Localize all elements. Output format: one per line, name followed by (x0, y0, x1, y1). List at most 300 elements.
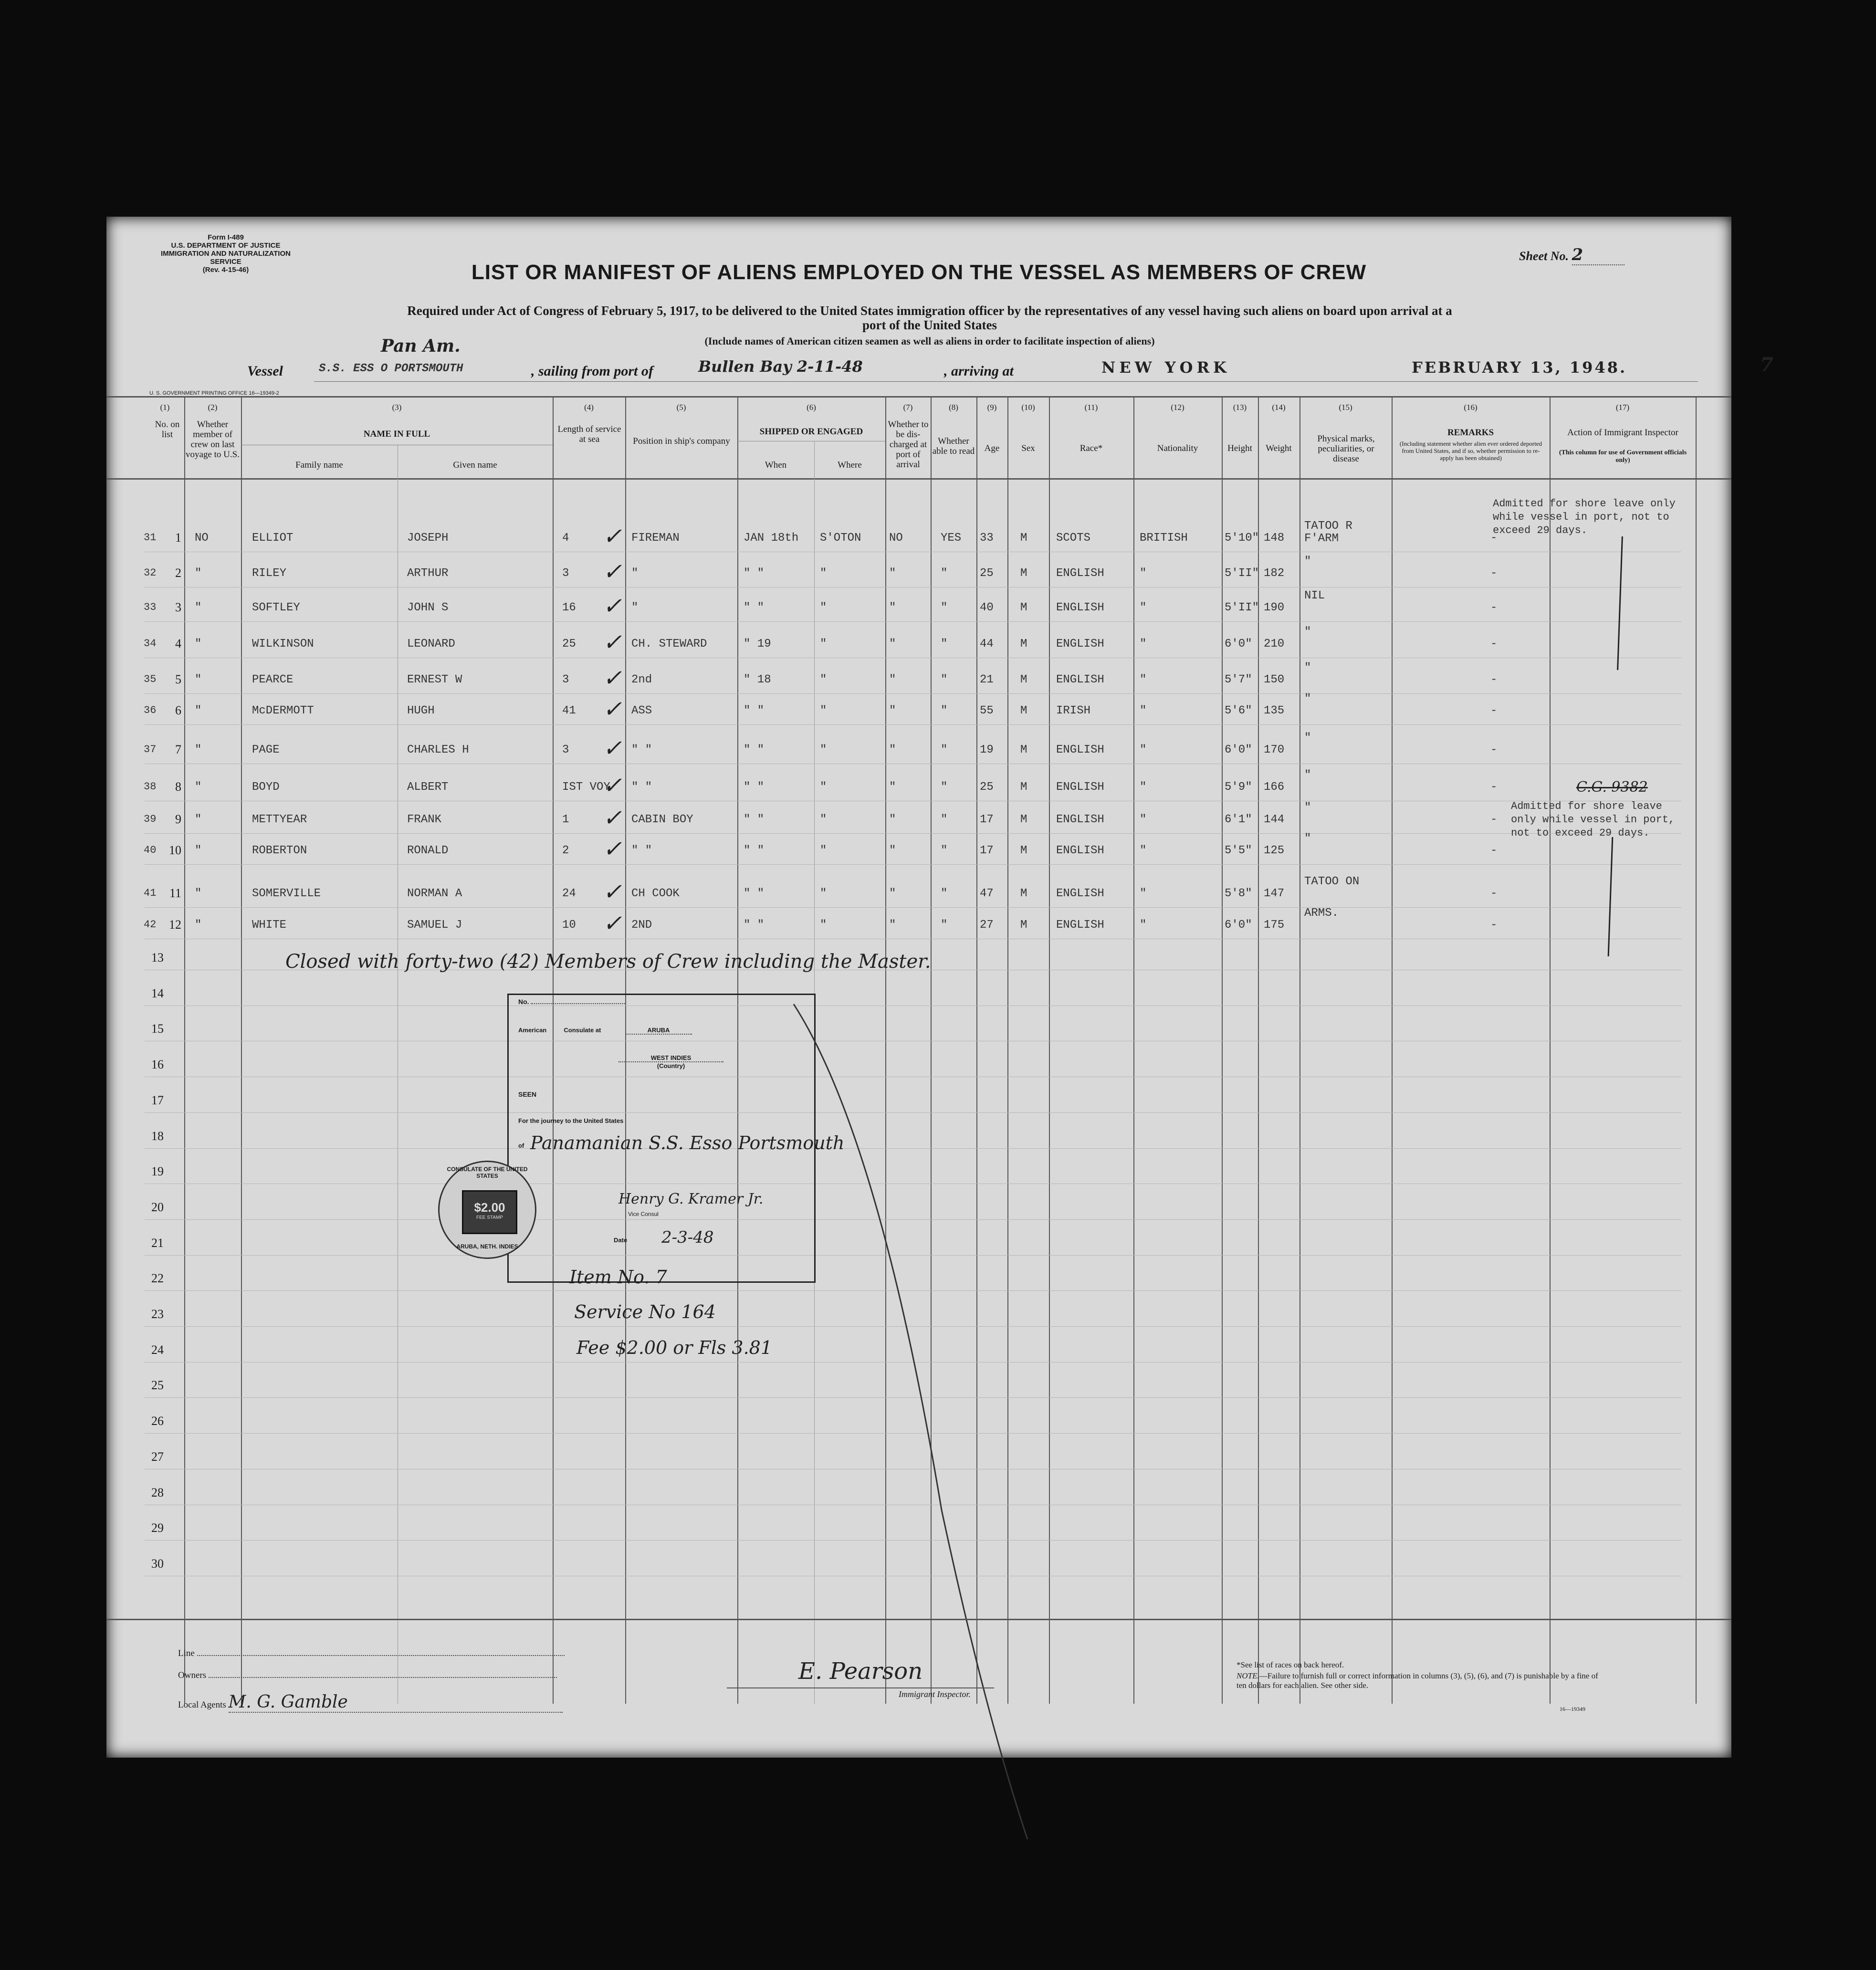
check-mark: ✓ (603, 665, 622, 692)
col-num: (17) (1615, 403, 1630, 412)
row-sex: M (1020, 673, 1027, 686)
check-mark: ✓ (603, 805, 622, 831)
row-number: 1 (175, 531, 181, 545)
footer-rule (106, 1619, 1731, 1620)
row-weight: 210 (1264, 638, 1285, 650)
col-num: (9) (987, 403, 997, 412)
column-rule (1392, 396, 1393, 1704)
crew-row (106, 732, 1731, 763)
row-position: CH COOK (631, 887, 680, 900)
row-service: 24 (562, 887, 576, 900)
row-marks: " (1304, 769, 1311, 782)
row-sex: M (1020, 887, 1027, 900)
row-number: 10 (169, 843, 181, 857)
row-height: 5'7" (1225, 673, 1252, 686)
row-position: " " (631, 844, 652, 857)
row-index: 31 (144, 532, 157, 544)
row-number: 8 (175, 780, 181, 794)
footer-note-text: —Failure to furnish full or correct information in columns (3), (5), (6), and (7) is punishable by a fine of ten dollars for each alien. See other side. (1237, 1671, 1598, 1690)
row-sex: M (1020, 844, 1027, 857)
arriving-label: , arriving at (944, 363, 1014, 379)
row-remarks: - (1490, 532, 1498, 545)
vessel-name: S.S. ESS O PORTSMOUTH (319, 362, 463, 375)
col-num: (10) (1021, 403, 1035, 412)
stamp-consulate-label: Consulate at (564, 1027, 601, 1034)
row-race: IRISH (1056, 704, 1091, 717)
row-race: ENGLISH (1056, 638, 1104, 650)
row-height: 5'II" (1225, 601, 1259, 614)
row-height: 6'0" (1225, 744, 1252, 756)
row-rule (145, 864, 1681, 865)
stamp-signature: Henry G. Kramer Jr. (618, 1191, 764, 1207)
stamp-of: of (518, 1142, 524, 1149)
stamp-journey-value: Panamanian S.S. Esso Portsmouth (530, 1132, 845, 1153)
row-able-to-read: " (941, 887, 948, 900)
row-service: 4 (562, 532, 569, 545)
row-prev-voyage: " (195, 673, 202, 686)
row-discharged: " (889, 673, 896, 686)
subtitle-3: (Include names of American citizen seamen as well as aliens in order to facilitate inspection of aliens) (704, 335, 1155, 347)
revision: (Rev. 4-15-46) (202, 266, 249, 274)
row-weight: 144 (1264, 813, 1285, 826)
row-height: 6'1" (1225, 813, 1252, 826)
row-discharged: " (889, 887, 896, 900)
row-position: " " (631, 781, 652, 794)
stamp-vice-consul: Vice Consul (628, 1211, 659, 1217)
fee-stamp (462, 1190, 517, 1234)
row-given-name: HUGH (407, 704, 435, 717)
col-label-height: Height (1227, 443, 1252, 453)
row-age: 33 (980, 532, 994, 545)
col-num: (11) (1084, 403, 1098, 412)
column-rule (1696, 396, 1697, 1704)
row-height: 5'9" (1225, 781, 1252, 794)
row-shipped-when: " " (744, 813, 765, 826)
check-mark: ✓ (603, 879, 622, 905)
col-label-discharged: Whether to be dis-charged at port of arrival (888, 419, 929, 470)
row-number: 3 (175, 600, 181, 614)
row-nationality: " (1140, 919, 1147, 932)
row-family-name: PAGE (252, 744, 280, 756)
fee-service: Service No 164 (574, 1301, 716, 1322)
row-number: 19 (151, 1164, 164, 1179)
row-remarks: - (1490, 744, 1498, 756)
row-weight: 170 (1264, 744, 1285, 756)
stamp-country: American (518, 1027, 547, 1034)
col-label-read: Whether able to read (932, 436, 975, 456)
row-nationality: " (1140, 887, 1147, 900)
margin-note: 7 (1760, 354, 1773, 376)
row-able-to-read: YES (941, 532, 962, 545)
department: U.S. DEPARTMENT OF JUSTICE (171, 241, 281, 250)
row-age: 27 (980, 919, 994, 932)
row-index: 42 (144, 919, 157, 931)
row-discharged: " (889, 567, 896, 580)
col-label-nationality: Nationality (1157, 443, 1198, 453)
col-num: (14) (1272, 403, 1286, 412)
row-number: 6 (175, 703, 181, 717)
row-marks: ARMS. (1304, 907, 1339, 920)
row-height: 5'8" (1225, 887, 1252, 900)
row-index: 37 (144, 744, 157, 755)
row-given-name: JOHN S (407, 601, 449, 614)
row-race: ENGLISH (1056, 781, 1104, 794)
stamp-consulate (518, 1027, 692, 1035)
row-family-name: SOFTLEY (252, 601, 300, 614)
row-prev-voyage: " (195, 567, 202, 580)
stamp-country-caption: (Country) (657, 1062, 685, 1069)
check-mark: ✓ (603, 558, 622, 585)
row-index: 39 (144, 813, 157, 825)
row-rule (145, 621, 1681, 622)
row-index: 40 (144, 844, 157, 856)
row-number: 23 (151, 1307, 164, 1321)
row-prev-voyage: " (195, 638, 202, 650)
col-num: (13) (1233, 403, 1247, 412)
row-remarks: - (1490, 844, 1498, 857)
col-num: (8) (949, 403, 958, 412)
check-mark: ✓ (603, 593, 622, 619)
row-marks: " (1304, 801, 1311, 814)
row-rule (145, 693, 1681, 694)
footer-agents (178, 1692, 598, 1713)
row-discharged: " (889, 813, 896, 826)
row-position: 2ND (631, 919, 652, 932)
row-weight: 190 (1264, 601, 1285, 614)
row-number: 21 (151, 1236, 164, 1250)
inspector-struck: C.G. 9382 (1576, 779, 1648, 796)
row-shipped-where: " (820, 704, 827, 717)
row-height: 6'0" (1225, 638, 1252, 650)
row-race: SCOTS (1056, 532, 1091, 545)
row-number: 22 (151, 1271, 164, 1286)
row-position: " (631, 601, 639, 614)
row-family-name: ROBERTON (252, 844, 307, 857)
vessel-label: Vessel (247, 363, 283, 379)
row-weight: 147 (1264, 887, 1285, 900)
row-family-name: BOYD (252, 781, 280, 794)
row-weight: 148 (1264, 532, 1285, 545)
manifest-sheet (106, 217, 1773, 1758)
row-index: 35 (144, 673, 157, 685)
row-service: 1 (562, 813, 569, 826)
row-service: 3 (562, 744, 569, 756)
row-prev-voyage: NO (195, 532, 209, 545)
crew-row (106, 626, 1731, 657)
row-sex: M (1020, 919, 1027, 932)
footer-owners-label: Owners (178, 1670, 207, 1680)
col-num: (1) (160, 403, 170, 412)
arrival-date: FEBRUARY 13, 1948. (1412, 358, 1627, 377)
row-shipped-where: " (820, 781, 827, 794)
row-weight: 175 (1264, 919, 1285, 932)
row-number: 20 (151, 1200, 164, 1214)
row-height: 5'6" (1225, 704, 1252, 717)
row-remarks: - (1490, 919, 1498, 932)
row-nationality: " (1140, 781, 1147, 794)
page-title: LIST OR MANIFEST OF ALIENS EMPLOYED ON THE VESSEL AS MEMBERS OF CREW (471, 261, 1367, 284)
column-rule (1222, 396, 1223, 1704)
crew-row (106, 661, 1731, 692)
row-height: 5'5" (1225, 844, 1252, 857)
footer-agents-value: M. G. Gamble (229, 1692, 563, 1713)
col-num: (16) (1464, 403, 1478, 412)
row-age: 25 (980, 781, 994, 794)
row-sex: M (1020, 781, 1027, 794)
check-mark: ✓ (603, 629, 622, 656)
row-number: 15 (151, 1022, 164, 1036)
row-able-to-read: " (941, 919, 948, 932)
inspector-label: Immigrant Inspector. (899, 1689, 971, 1699)
row-number: 30 (151, 1556, 164, 1571)
row-sex: M (1020, 567, 1027, 580)
row-given-name: RONALD (407, 844, 449, 857)
row-index: 38 (144, 781, 157, 793)
crew-row (106, 907, 1731, 938)
crew-row (106, 520, 1731, 551)
row-shipped-where: " (820, 673, 827, 686)
col-num: (4) (584, 403, 594, 412)
row-number: 17 (151, 1093, 164, 1107)
row-weight: 135 (1264, 704, 1285, 717)
row-shipped-when: JAN 18th (744, 532, 799, 545)
column-rule (1550, 396, 1551, 1704)
stamp-region-value: WEST INDIES (618, 1054, 723, 1062)
inspector-note-2: Admitted for shore leave only while vessel in port, not to exceed 29 days. (1511, 800, 1675, 839)
inspector-note-1: Admitted for shore leave only while vessel in port, not to exceed 29 days. (1493, 498, 1676, 536)
row-weight: 150 (1264, 673, 1285, 686)
row-shipped-when: " " (744, 887, 765, 900)
row-shipped-when: " " (744, 704, 765, 717)
row-discharged: " (889, 744, 896, 756)
row-shipped-when: " " (744, 781, 765, 794)
row-remarks: - (1490, 813, 1498, 826)
row-remarks: - (1490, 704, 1498, 717)
row-sex: M (1020, 813, 1027, 826)
row-family-name: WILKINSON (252, 638, 314, 650)
row-number: 25 (151, 1378, 164, 1393)
closing-note: Closed with forty-two (42) Members of Crew including the Master. (285, 951, 931, 973)
row-position: " (631, 567, 639, 580)
row-age: 40 (980, 601, 994, 614)
row-able-to-read: " (941, 781, 948, 794)
col-label-marks: Physical marks, peculiarities, or disease (1317, 434, 1375, 464)
fee-stamp-value: $2.00 (474, 1200, 505, 1215)
row-prev-voyage: " (195, 813, 202, 826)
row-shipped-when: " 18 (744, 673, 771, 686)
service: IMMIGRATION AND NATURALIZATION SERVICE (161, 250, 291, 266)
footer-owners (178, 1670, 598, 1681)
row-given-name: ARTHUR (407, 567, 449, 580)
row-race: ENGLISH (1056, 567, 1104, 580)
row-discharged: " (889, 601, 896, 614)
row-discharged: " (889, 638, 896, 650)
crew-row (106, 555, 1731, 586)
col-num: (12) (1171, 403, 1184, 412)
row-shipped-when: " " (744, 844, 765, 857)
row-prev-voyage: " (195, 601, 202, 614)
crew-row (106, 692, 1731, 723)
stamp-date: 2-3-48 (661, 1228, 714, 1247)
col-num: (2) (208, 403, 218, 412)
row-race: ENGLISH (1056, 744, 1104, 756)
crew-row (106, 801, 1731, 832)
row-discharged: " (889, 844, 896, 857)
sheet-label: Sheet No. (1519, 249, 1569, 263)
row-number: 28 (151, 1485, 164, 1499)
footer-note-label: NOTE. (1237, 1671, 1259, 1680)
row-marks: " (1304, 626, 1311, 639)
stamp-region (614, 1054, 728, 1069)
row-race: ENGLISH (1056, 887, 1104, 900)
row-given-name: NORMAN A (407, 887, 462, 900)
row-marks: " (1304, 661, 1311, 674)
row-age: 17 (980, 844, 994, 857)
stamp-seen: SEEN (518, 1090, 537, 1098)
row-nationality: " (1140, 673, 1147, 686)
seal-text: CONSULATE OF THE UNITED STATES (447, 1166, 528, 1179)
row-shipped-where: " (820, 567, 827, 580)
row-marks: " (1304, 832, 1311, 845)
row-race: ENGLISH (1056, 919, 1104, 932)
crew-row (106, 589, 1731, 620)
row-number: 24 (151, 1342, 164, 1357)
row-position: CABIN BOY (631, 813, 693, 826)
row-service: 25 (562, 638, 576, 650)
row-race: ENGLISH (1056, 813, 1104, 826)
column-rule (241, 396, 242, 1704)
col-label-shipped: SHIPPED OR ENGAGED (759, 427, 863, 437)
row-position: FIREMAN (631, 532, 680, 545)
row-marks: " (1304, 555, 1311, 568)
row-number: 11 (169, 886, 181, 900)
row-service: 2 (562, 844, 569, 857)
row-remarks: - (1490, 673, 1498, 686)
row-age: 44 (980, 638, 994, 650)
stamp-date-label: Date (614, 1236, 628, 1244)
row-service: 41 (562, 704, 576, 717)
check-mark: ✓ (603, 910, 622, 937)
form-id: Form I-489 (208, 233, 244, 241)
row-position: CH. STEWARD (631, 638, 707, 650)
row-shipped-where: " (820, 919, 827, 932)
fee-amount: Fee $2.00 or Fls 3.81 (576, 1337, 773, 1358)
subtitle-2: port of the United States (862, 318, 997, 332)
row-shipped-where: " (820, 887, 827, 900)
handwritten-diagonal (784, 995, 1051, 1858)
row-sex: M (1020, 532, 1027, 545)
row-height: 6'0" (1225, 919, 1252, 932)
col-label-family: Family name (295, 460, 343, 470)
row-family-name: PEARCE (252, 673, 293, 686)
row-remarks: - (1490, 601, 1498, 614)
row-family-name: SOMERVILLE (252, 887, 321, 900)
row-number: 7 (175, 743, 181, 756)
row-family-name: ELLIOT (252, 532, 293, 545)
row-sex: M (1020, 744, 1027, 756)
stamp-journey: For the journey to the United States (518, 1117, 624, 1124)
stamp-consulate-city: ARUBA (625, 1027, 692, 1035)
row-rule (145, 833, 1681, 834)
crew-row (106, 832, 1731, 863)
row-service: 3 (562, 567, 569, 580)
row-weight: 125 (1264, 844, 1285, 857)
col-label-remarks-note: (Including statement whether alien ever ordered deported from United States, and if so, whether permission to re-apply has been obtained) (1399, 440, 1542, 461)
flag-note: Pan Am. (381, 336, 461, 356)
row-shipped-where: " (820, 813, 827, 826)
row-number: 29 (151, 1521, 164, 1535)
row-shipped-when: " 19 (744, 638, 771, 650)
column-rule (1258, 396, 1259, 1704)
row-discharged: " (889, 919, 896, 932)
row-shipped-where: " (820, 638, 827, 650)
row-number: 12 (169, 918, 181, 932)
row-service: IST VOY (562, 781, 610, 794)
row-position: 2nd (631, 673, 652, 686)
check-mark: ✓ (603, 696, 622, 723)
row-nationality: " (1140, 813, 1147, 826)
row-nationality: " (1140, 638, 1147, 650)
row-nationality: " (1140, 844, 1147, 857)
subtitle-1: Required under Act of Congress of February 5, 1917, to be delivered to the United States immigration officer by the representatives of any vessel having such aliens on board upon arrival at a (407, 304, 1452, 318)
row-shipped-when: " " (744, 744, 765, 756)
row-index: 34 (144, 638, 157, 650)
row-prev-voyage: " (195, 744, 202, 756)
row-prev-voyage: " (195, 887, 202, 900)
row-sex: M (1020, 704, 1027, 717)
row-sex: M (1020, 638, 1027, 650)
row-able-to-read: " (941, 813, 948, 826)
fee-stamp-label: FEE STAMP (476, 1215, 503, 1220)
row-service: 16 (562, 601, 576, 614)
row-nationality: " (1140, 704, 1147, 717)
col-label-remarks: REMARKS (1447, 428, 1494, 438)
row-marks: " (1304, 692, 1311, 705)
row-given-name: LEONARD (407, 638, 455, 650)
row-nationality: " (1140, 601, 1147, 614)
row-number: 27 (151, 1449, 164, 1464)
row-nationality: BRITISH (1140, 532, 1188, 545)
row-discharged: " (889, 781, 896, 794)
footer-race-note: *See list of races on back hereof. (1237, 1660, 1344, 1669)
check-mark: ✓ (603, 836, 622, 862)
col-label-given: Given name (453, 460, 497, 470)
row-marks: " (1304, 732, 1311, 744)
row-shipped-where: " (820, 601, 827, 614)
row-able-to-read: " (941, 673, 948, 686)
row-age: 21 (980, 673, 994, 686)
row-shipped-where: " (820, 844, 827, 857)
col-num: (5) (676, 403, 686, 412)
row-number: 16 (151, 1058, 164, 1072)
col-label-when: When (765, 460, 787, 470)
sailing-from: Bullen Bay 2-11-48 (698, 357, 863, 376)
col-label-name: NAME IN FULL (363, 429, 430, 439)
row-discharged: NO (889, 532, 903, 545)
col-num: (7) (903, 403, 913, 412)
row-shipped-where: " (820, 744, 827, 756)
row-family-name: WHITE (252, 919, 287, 932)
row-height: 5'II" (1225, 567, 1259, 580)
row-able-to-read: " (941, 844, 948, 857)
row-prev-voyage: " (195, 919, 202, 932)
row-service: 3 (562, 673, 569, 686)
inspector-signature: E. Pearson (798, 1658, 923, 1685)
col-label-inspector: Action of Immigrant Inspector (1567, 428, 1678, 438)
row-service: 10 (562, 919, 576, 932)
row-shipped-when: " " (744, 919, 765, 932)
row-race: ENGLISH (1056, 844, 1104, 857)
